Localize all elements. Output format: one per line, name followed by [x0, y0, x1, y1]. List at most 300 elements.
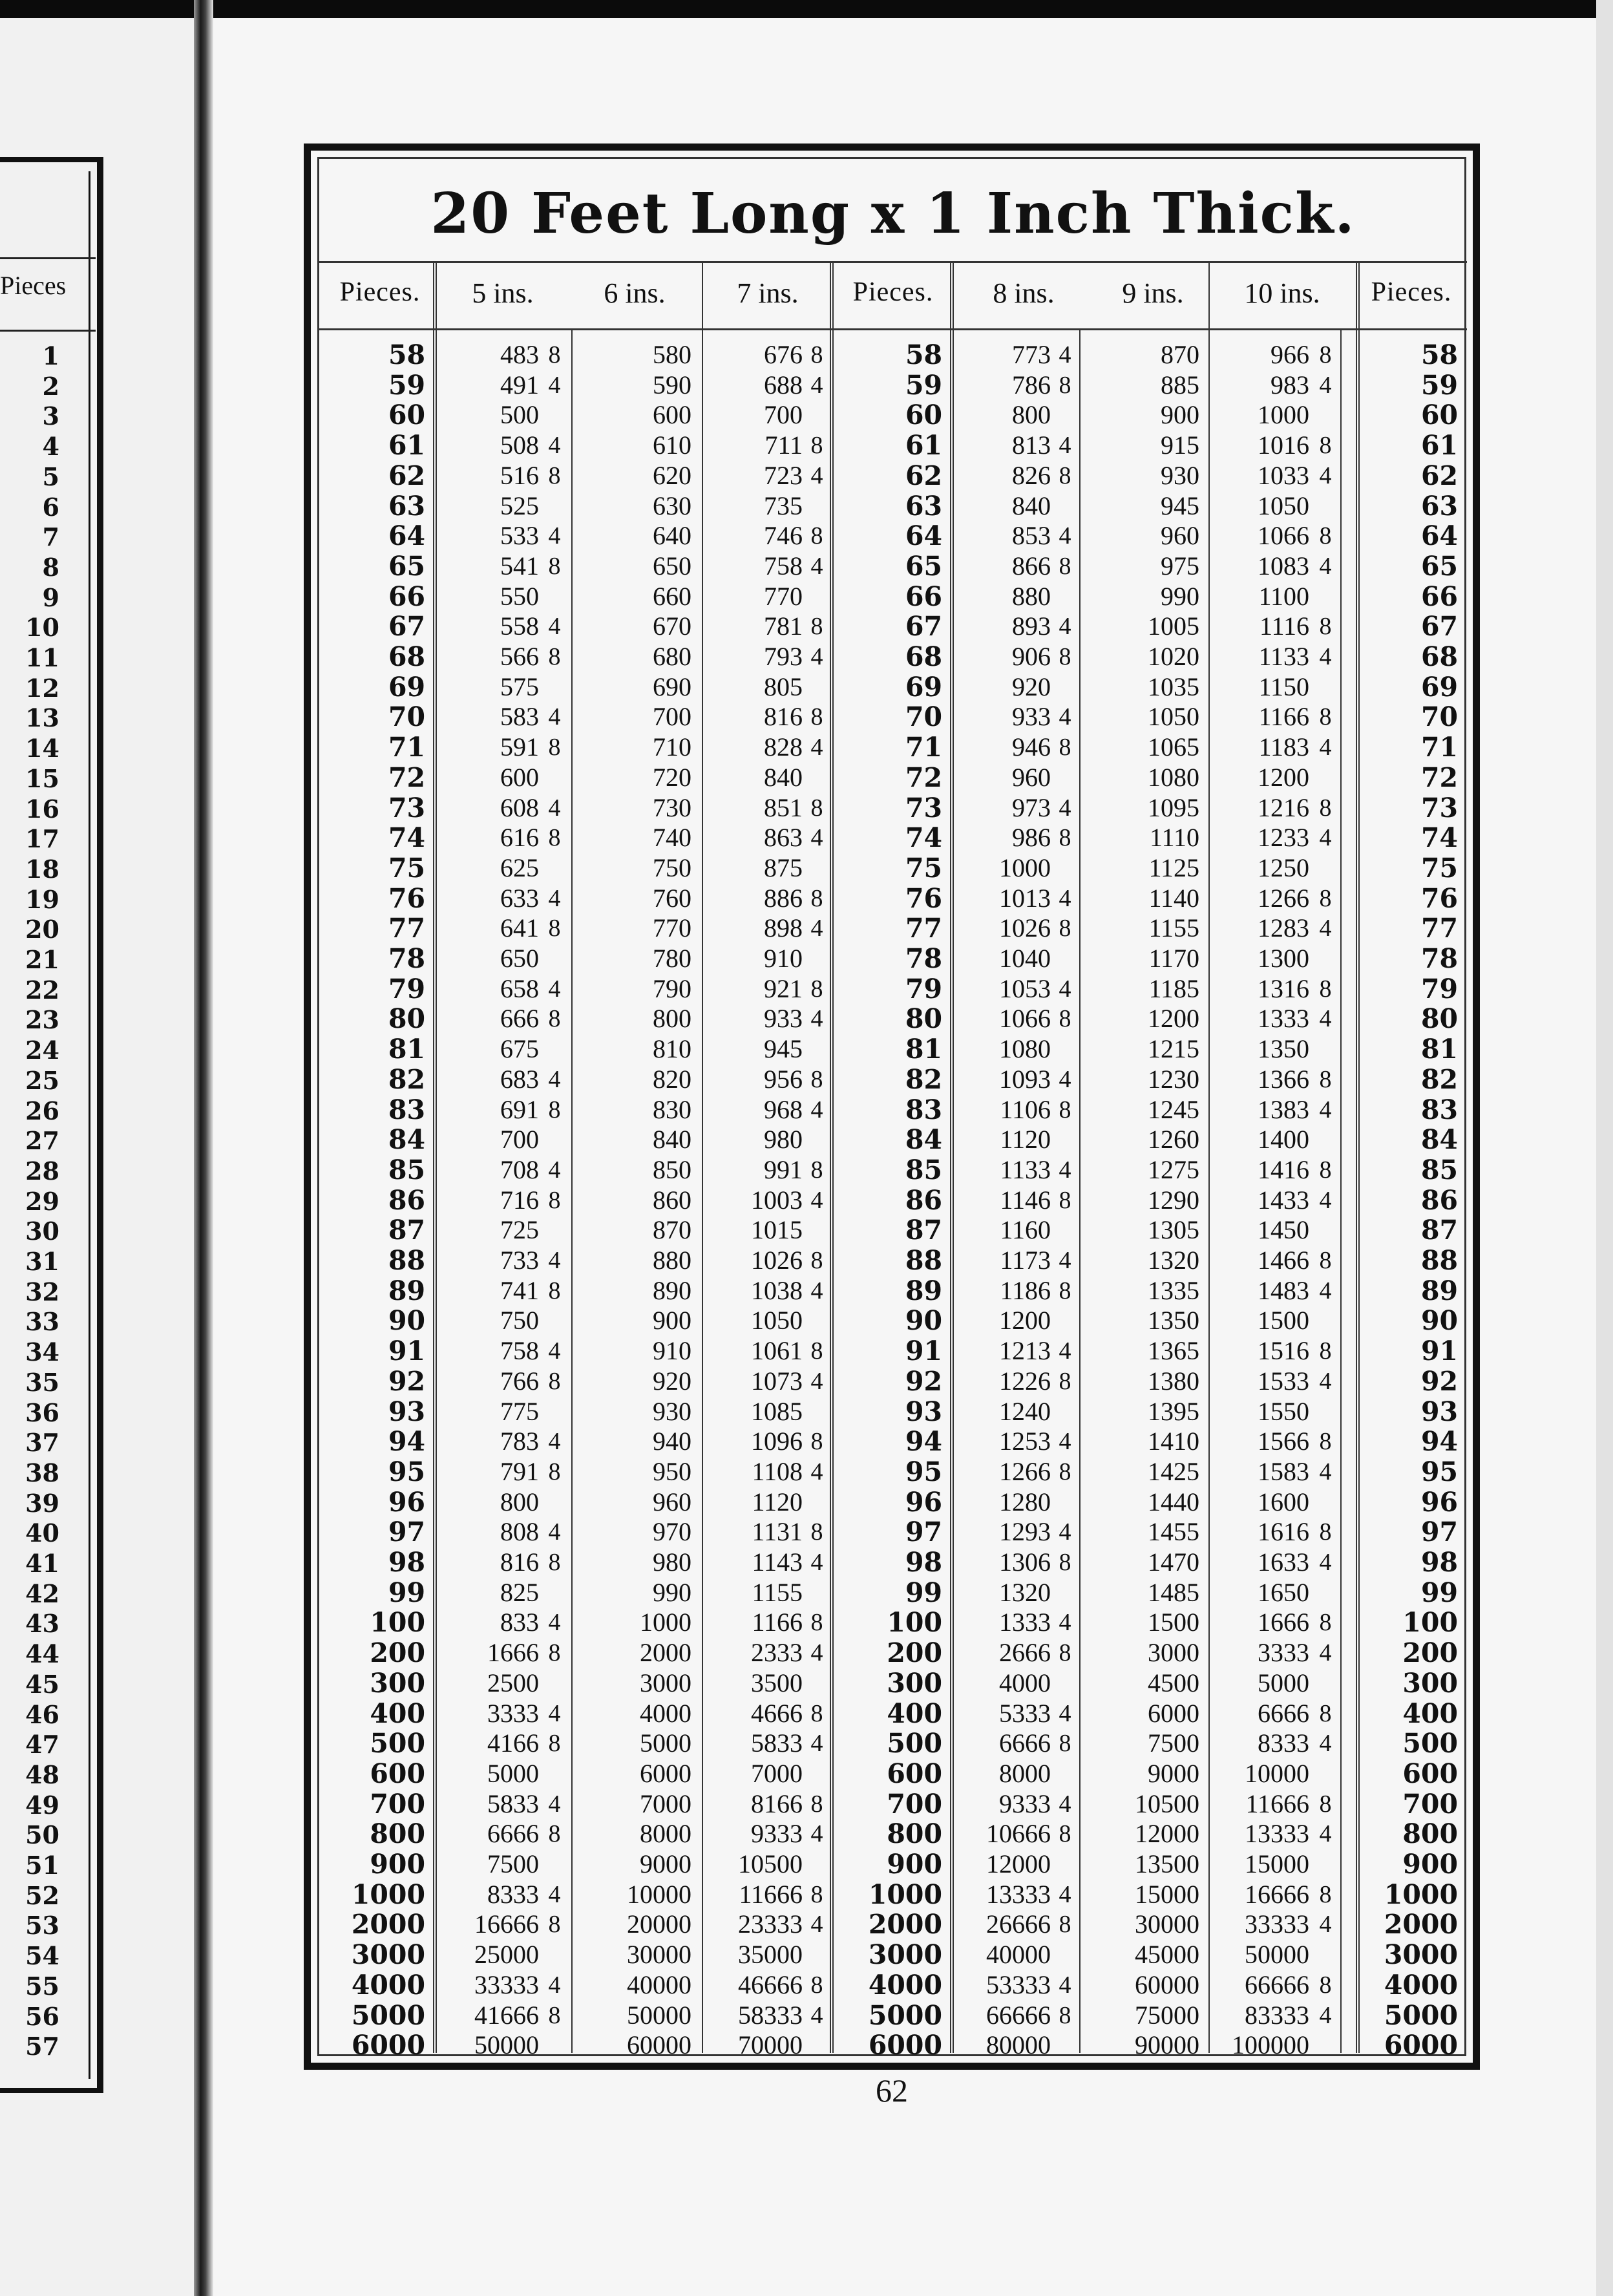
value-9-ins: 1200: [1148, 1004, 1199, 1034]
fraction-5-ins: 4: [548, 1156, 561, 1184]
fraction-5-ins: 8: [548, 734, 561, 761]
fraction-7-ins: 4: [810, 371, 823, 399]
value-5-ins: 583: [500, 702, 539, 732]
value-10-ins: 1400: [1258, 1125, 1309, 1154]
table-row: [319, 1940, 1467, 1970]
header-7-ins: 7 ins.: [737, 277, 799, 309]
fraction-5-ins: 4: [548, 703, 561, 731]
value-5-ins: 791: [500, 1456, 539, 1486]
value-10-ins: 8333: [1258, 1728, 1309, 1758]
value-5-ins: 50000: [474, 2030, 539, 2060]
value-10-ins: 1016: [1258, 430, 1309, 460]
value-8-ins: 10666: [986, 1819, 1051, 1849]
value-7-ins: 980: [764, 1125, 803, 1154]
value-7-ins: 1061: [751, 1336, 803, 1366]
left-piece-number: 56: [25, 2001, 59, 2031]
value-10-ins: 100000: [1232, 2030, 1309, 2060]
value-5-ins: 658: [500, 973, 539, 1003]
value-7-ins: 1085: [751, 1396, 803, 1426]
value-8-ins: 2666: [999, 1638, 1051, 1668]
table-row: [319, 732, 1467, 763]
value-9-ins: 1065: [1148, 732, 1199, 762]
pieces-cell: 300: [887, 1667, 942, 1699]
value-9-ins: 1230: [1148, 1064, 1199, 1094]
value-8-ins: 1120: [1000, 1125, 1051, 1154]
fraction-5-ins: 8: [548, 552, 561, 580]
pieces-cell: 67: [388, 611, 425, 643]
pieces-cell: 300: [370, 1667, 425, 1699]
pieces-cell: 95: [388, 1456, 425, 1487]
value-10-ins: 1333: [1258, 1004, 1309, 1034]
value-5-ins: 4166: [487, 1728, 539, 1758]
value-6-ins: 990: [653, 1577, 691, 1607]
value-7-ins: 711: [764, 430, 803, 460]
fraction-10-ins: 8: [1319, 1518, 1332, 1546]
pieces-cell: 59: [388, 369, 425, 401]
pieces-cell: 86: [1420, 1184, 1458, 1216]
pieces-cell: 500: [1402, 1728, 1458, 1759]
value-9-ins: 1020: [1148, 642, 1199, 671]
left-piece-number: 22: [25, 975, 59, 1004]
value-6-ins: 5000: [640, 1728, 691, 1758]
value-9-ins: 1215: [1148, 1034, 1199, 1064]
pieces-cell: 71: [905, 732, 942, 763]
value-10-ins: 1600: [1258, 1487, 1309, 1516]
value-7-ins: 956: [764, 1064, 803, 1094]
value-5-ins: 516: [500, 460, 539, 490]
value-7-ins: 945: [764, 1034, 803, 1064]
fraction-10-ins: 4: [1319, 734, 1332, 761]
value-10-ins: 1550: [1258, 1396, 1309, 1426]
value-7-ins: 23333: [738, 1909, 803, 1939]
fraction-7-ins: 4: [810, 1186, 823, 1214]
fraction-8-ins: 8: [1059, 1186, 1071, 1214]
left-piece-number: 36: [25, 1398, 59, 1427]
pieces-cell: 63: [905, 490, 942, 522]
pieces-cell: 97: [1420, 1516, 1458, 1548]
left-piece-number: 57: [25, 2032, 59, 2061]
pieces-cell: 79: [905, 973, 942, 1004]
value-9-ins: 900: [1161, 400, 1199, 430]
fraction-5-ins: 8: [548, 462, 561, 489]
value-9-ins: 1035: [1148, 672, 1199, 701]
fraction-8-ins: 4: [1059, 884, 1071, 912]
value-10-ins: 1050: [1258, 491, 1309, 520]
pieces-cell: 61: [1420, 430, 1458, 462]
left-piece-number: 54: [25, 1941, 59, 1971]
value-8-ins: 1240: [999, 1396, 1051, 1426]
pieces-cell: 400: [370, 1697, 425, 1729]
value-5-ins: 541: [500, 551, 539, 580]
pieces-cell: 74: [1420, 822, 1458, 854]
value-8-ins: 1306: [999, 1547, 1051, 1577]
value-8-ins: 1213: [999, 1336, 1051, 1366]
left-piece-number: 10: [25, 613, 59, 643]
fraction-8-ins: 4: [1059, 341, 1071, 368]
value-7-ins: 758: [764, 551, 803, 580]
pieces-cell: 98: [388, 1547, 425, 1578]
value-10-ins: 6666: [1258, 1698, 1309, 1728]
left-piece-number: 1: [42, 341, 59, 370]
table-row: [319, 1397, 1467, 1427]
value-7-ins: 735: [764, 491, 803, 520]
table-row: [319, 1246, 1467, 1276]
fraction-8-ins: 4: [1059, 1971, 1071, 1999]
fraction-7-ins: 4: [810, 2001, 823, 2029]
value-7-ins: 770: [764, 581, 803, 611]
value-9-ins: 12000: [1135, 1819, 1199, 1849]
pieces-cell: 200: [887, 1637, 942, 1669]
fraction-7-ins: 8: [810, 1790, 823, 1818]
value-7-ins: 886: [764, 883, 803, 913]
fraction-7-ins: 4: [810, 824, 823, 852]
fraction-7-ins: 8: [810, 1156, 823, 1184]
value-7-ins: 11666: [739, 1879, 803, 1909]
value-5-ins: 525: [500, 491, 539, 520]
pieces-cell: 99: [388, 1577, 425, 1608]
scan-top-edge: [0, 0, 1613, 18]
header-5-ins: 5 ins.: [472, 277, 534, 309]
value-10-ins: 1033: [1258, 460, 1309, 490]
value-5-ins: 7500: [487, 1849, 539, 1878]
value-6-ins: 830: [653, 1094, 691, 1124]
pieces-cell: 84: [1420, 1124, 1458, 1156]
value-5-ins: 641: [500, 913, 539, 943]
value-7-ins: 4666: [751, 1698, 803, 1728]
value-10-ins: 1366: [1258, 1064, 1309, 1094]
value-8-ins: 1320: [999, 1577, 1051, 1607]
value-5-ins: 591: [500, 732, 539, 762]
table-row: [319, 340, 1467, 370]
table-row: [319, 884, 1467, 914]
fraction-8-ins: 4: [1059, 1880, 1071, 1908]
value-5-ins: 575: [500, 672, 539, 701]
value-6-ins: 670: [653, 611, 691, 641]
value-9-ins: 975: [1161, 551, 1199, 580]
value-7-ins: 910: [764, 944, 803, 973]
fraction-5-ins: 4: [548, 1790, 561, 1818]
value-10-ins: 1283: [1258, 913, 1309, 943]
value-8-ins: 1053: [999, 973, 1051, 1003]
pieces-cell: 77: [388, 913, 425, 944]
value-7-ins: 46666: [738, 1970, 803, 1999]
pieces-cell: 76: [905, 882, 942, 914]
pieces-cell: 90: [388, 1305, 425, 1337]
value-8-ins: 826: [1012, 460, 1051, 490]
value-8-ins: 1026: [999, 913, 1051, 943]
left-piece-number: 14: [25, 734, 59, 763]
pieces-cell: 71: [388, 732, 425, 763]
value-10-ins: 1000: [1258, 400, 1309, 430]
pieces-cell: 90: [1420, 1305, 1458, 1337]
value-10-ins: 15000: [1245, 1849, 1309, 1878]
table-row: [319, 1638, 1467, 1668]
value-6-ins: 30000: [627, 1940, 691, 1970]
fraction-5-ins: 8: [548, 1911, 561, 1939]
fraction-7-ins: 8: [810, 1609, 823, 1637]
left-piece-number: 42: [25, 1578, 59, 1608]
fraction-10-ins: 4: [1319, 552, 1332, 580]
pieces-cell: 94: [905, 1426, 942, 1458]
left-piece-number: 49: [25, 1790, 59, 1820]
fraction-5-ins: 4: [548, 1518, 561, 1546]
value-8-ins: 53333: [986, 1970, 1051, 1999]
value-10-ins: 1216: [1258, 792, 1309, 822]
fraction-10-ins: 8: [1319, 613, 1332, 641]
left-piece-number: 5: [42, 462, 59, 491]
value-10-ins: 11666: [1245, 1789, 1309, 1818]
pieces-cell: 67: [905, 611, 942, 643]
left-piece-number: 30: [25, 1217, 59, 1246]
fraction-7-ins: 8: [810, 1971, 823, 1999]
value-8-ins: 1133: [1000, 1154, 1051, 1184]
pieces-cell: 72: [1420, 761, 1458, 793]
table-row: [319, 672, 1467, 703]
value-9-ins: 1365: [1148, 1336, 1199, 1366]
value-6-ins: 880: [653, 1246, 691, 1275]
value-7-ins: 1038: [751, 1275, 803, 1305]
left-piece-number: 27: [25, 1126, 59, 1156]
value-7-ins: 840: [764, 762, 803, 792]
pieces-cell: 70: [388, 701, 425, 733]
value-7-ins: 2333: [751, 1638, 803, 1668]
pieces-cell: 88: [905, 1245, 942, 1276]
pieces-cell: 100: [370, 1607, 425, 1639]
fraction-8-ins: 4: [1059, 1518, 1071, 1546]
pieces-cell: 91: [388, 1335, 425, 1367]
value-9-ins: 1485: [1148, 1577, 1199, 1607]
value-7-ins: 898: [764, 913, 803, 943]
value-7-ins: 851: [764, 792, 803, 822]
table-row: [319, 823, 1467, 853]
value-10-ins: 1116: [1259, 611, 1309, 641]
value-9-ins: 15000: [1135, 1879, 1199, 1909]
table-row: [319, 1306, 1467, 1336]
value-9-ins: 1440: [1148, 1487, 1199, 1516]
fraction-8-ins: 8: [1059, 1639, 1071, 1667]
table-row: [319, 1185, 1467, 1216]
value-5-ins: 800: [500, 1487, 539, 1516]
fraction-10-ins: 4: [1319, 2001, 1332, 2029]
pieces-cell: 77: [905, 913, 942, 944]
value-7-ins: 723: [764, 460, 803, 490]
pieces-cell: 3000: [1384, 1939, 1458, 1971]
pieces-cell: 4000: [351, 1969, 425, 2001]
pieces-cell: 89: [388, 1275, 425, 1306]
fraction-8-ins: 4: [1059, 1428, 1071, 1456]
pieces-cell: 2000: [351, 1909, 425, 1940]
value-5-ins: 825: [500, 1577, 539, 1607]
value-5-ins: 6666: [487, 1819, 539, 1849]
value-8-ins: 853: [1012, 521, 1051, 551]
pieces-cell: 83: [1420, 1094, 1458, 1125]
fraction-8-ins: 8: [1059, 824, 1071, 852]
pieces-cell: 62: [1420, 460, 1458, 491]
fraction-5-ins: 8: [548, 643, 561, 670]
value-8-ins: 973: [1012, 792, 1051, 822]
pieces-cell: 99: [1420, 1577, 1458, 1608]
pieces-cell: 92: [1420, 1365, 1458, 1397]
pieces-cell: 65: [1420, 550, 1458, 582]
pieces-cell: 81: [1420, 1034, 1458, 1065]
pieces-cell: 200: [1402, 1637, 1458, 1669]
table-row: [319, 1034, 1467, 1065]
value-6-ins: 770: [653, 913, 691, 943]
value-7-ins: 1050: [751, 1306, 803, 1335]
value-5-ins: 5000: [487, 1758, 539, 1788]
table-row: [319, 1578, 1467, 1608]
fraction-8-ins: 4: [1059, 1247, 1071, 1274]
value-5-ins: 675: [500, 1034, 539, 1064]
pieces-cell: 84: [905, 1124, 942, 1156]
fraction-10-ins: 8: [1319, 794, 1332, 822]
value-9-ins: 1425: [1148, 1456, 1199, 1486]
value-5-ins: 750: [500, 1306, 539, 1335]
left-piece-number: 29: [25, 1186, 59, 1216]
value-6-ins: 840: [653, 1125, 691, 1154]
fraction-10-ins: 8: [1319, 703, 1332, 731]
value-5-ins: 766: [500, 1366, 539, 1396]
value-7-ins: 1015: [751, 1215, 803, 1245]
fraction-10-ins: 8: [1319, 341, 1332, 368]
fraction-8-ins: 4: [1059, 1337, 1071, 1365]
pieces-cell: 200: [370, 1637, 425, 1669]
value-9-ins: 1170: [1148, 944, 1199, 973]
pieces-cell: 400: [887, 1697, 942, 1729]
value-10-ins: 1516: [1258, 1336, 1309, 1366]
fraction-5-ins: 4: [548, 613, 561, 641]
value-10-ins: 1183: [1258, 732, 1309, 762]
fraction-5-ins: 4: [548, 1428, 561, 1456]
pieces-cell: 66: [905, 580, 942, 612]
value-9-ins: 1095: [1148, 792, 1199, 822]
pieces-cell: 66: [1420, 580, 1458, 612]
value-9-ins: 1110: [1149, 823, 1199, 853]
value-5-ins: 808: [500, 1517, 539, 1547]
value-10-ins: 83333: [1245, 2000, 1309, 2030]
value-9-ins: 1335: [1148, 1275, 1199, 1305]
value-10-ins: 1233: [1258, 823, 1309, 853]
value-7-ins: 1166: [752, 1608, 803, 1637]
value-10-ins: 966: [1270, 340, 1309, 369]
value-9-ins: 1245: [1148, 1094, 1199, 1124]
fraction-8-ins: 8: [1059, 1277, 1071, 1304]
table-row: [319, 1819, 1467, 1849]
pieces-cell: 88: [388, 1245, 425, 1276]
pieces-cell: 74: [905, 822, 942, 854]
left-piece-number: 24: [25, 1036, 59, 1065]
value-8-ins: 960: [1012, 762, 1051, 792]
table-row: [319, 1276, 1467, 1306]
table-row: [319, 1517, 1467, 1547]
fraction-5-ins: 8: [548, 1730, 561, 1758]
value-5-ins: 650: [500, 944, 539, 973]
pieces-cell: 87: [1420, 1215, 1458, 1246]
value-5-ins: 508: [500, 430, 539, 460]
header-pieces-3: Pieces.: [1371, 277, 1452, 307]
pieces-cell: 98: [1420, 1547, 1458, 1578]
value-6-ins: 9000: [640, 1849, 691, 1878]
value-9-ins: 945: [1161, 491, 1199, 520]
pieces-cell: 600: [1402, 1758, 1458, 1789]
table-row: [319, 461, 1467, 491]
table-row: [319, 1457, 1467, 1487]
value-6-ins: 20000: [627, 1909, 691, 1939]
fraction-10-ins: 4: [1319, 1096, 1332, 1123]
fraction-10-ins: 8: [1319, 1065, 1332, 1093]
pieces-cell: 88: [1420, 1245, 1458, 1276]
value-5-ins: 500: [500, 400, 539, 430]
pieces-cell: 75: [388, 852, 425, 884]
fraction-8-ins: 8: [1059, 1549, 1071, 1576]
fraction-5-ins: 4: [548, 371, 561, 399]
value-9-ins: 13500: [1135, 1849, 1199, 1878]
value-10-ins: 983: [1270, 370, 1309, 399]
value-7-ins: 921: [764, 973, 803, 1003]
fraction-5-ins: 8: [548, 1820, 561, 1848]
value-8-ins: 893: [1012, 611, 1051, 641]
value-6-ins: 950: [653, 1456, 691, 1486]
value-8-ins: 1080: [999, 1034, 1051, 1064]
fraction-7-ins: 4: [810, 1911, 823, 1939]
value-7-ins: 1003: [751, 1185, 803, 1215]
left-piece-number: 46: [25, 1699, 59, 1729]
table-row: [319, 370, 1467, 401]
value-8-ins: 786: [1012, 370, 1051, 399]
value-8-ins: 813: [1012, 430, 1051, 460]
value-5-ins: 733: [500, 1246, 539, 1275]
value-8-ins: 906: [1012, 642, 1051, 671]
value-8-ins: 1106: [1000, 1094, 1051, 1124]
pieces-cell: 94: [1420, 1426, 1458, 1458]
table-row: [319, 1004, 1467, 1034]
value-6-ins: 50000: [627, 2000, 691, 2030]
pieces-cell: 59: [1420, 369, 1458, 401]
value-6-ins: 740: [653, 823, 691, 853]
value-6-ins: 580: [653, 340, 691, 369]
fraction-8-ins: 8: [1059, 462, 1071, 489]
value-10-ins: 1500: [1258, 1306, 1309, 1335]
fraction-5-ins: 4: [548, 1971, 561, 1999]
fraction-7-ins: 4: [810, 1730, 823, 1758]
value-10-ins: 1083: [1258, 551, 1309, 580]
value-8-ins: 66666: [986, 2000, 1051, 2030]
table-row: [319, 1728, 1467, 1759]
value-10-ins: 1483: [1258, 1275, 1309, 1305]
table-row: [319, 763, 1467, 793]
pieces-cell: 62: [388, 460, 425, 491]
header-rule: [319, 328, 1467, 330]
pieces-cell: 74: [388, 822, 425, 854]
pieces-cell: 67: [1420, 611, 1458, 643]
value-8-ins: 986: [1012, 823, 1051, 853]
pieces-cell: 1000: [868, 1878, 942, 1910]
value-6-ins: 810: [653, 1034, 691, 1064]
fraction-10-ins: 4: [1319, 1639, 1332, 1667]
fraction-10-ins: 4: [1319, 462, 1332, 489]
fraction-10-ins: 8: [1319, 1699, 1332, 1727]
value-7-ins: 991: [764, 1154, 803, 1184]
fraction-8-ins: 4: [1059, 794, 1071, 822]
value-6-ins: 650: [653, 551, 691, 580]
value-9-ins: 10500: [1135, 1789, 1199, 1818]
fraction-5-ins: 4: [548, 1880, 561, 1908]
value-8-ins: 9333: [999, 1789, 1051, 1818]
value-5-ins: 2500: [487, 1668, 539, 1697]
pieces-cell: 91: [1420, 1335, 1458, 1367]
value-9-ins: 1470: [1148, 1547, 1199, 1577]
value-8-ins: 1266: [999, 1456, 1051, 1486]
